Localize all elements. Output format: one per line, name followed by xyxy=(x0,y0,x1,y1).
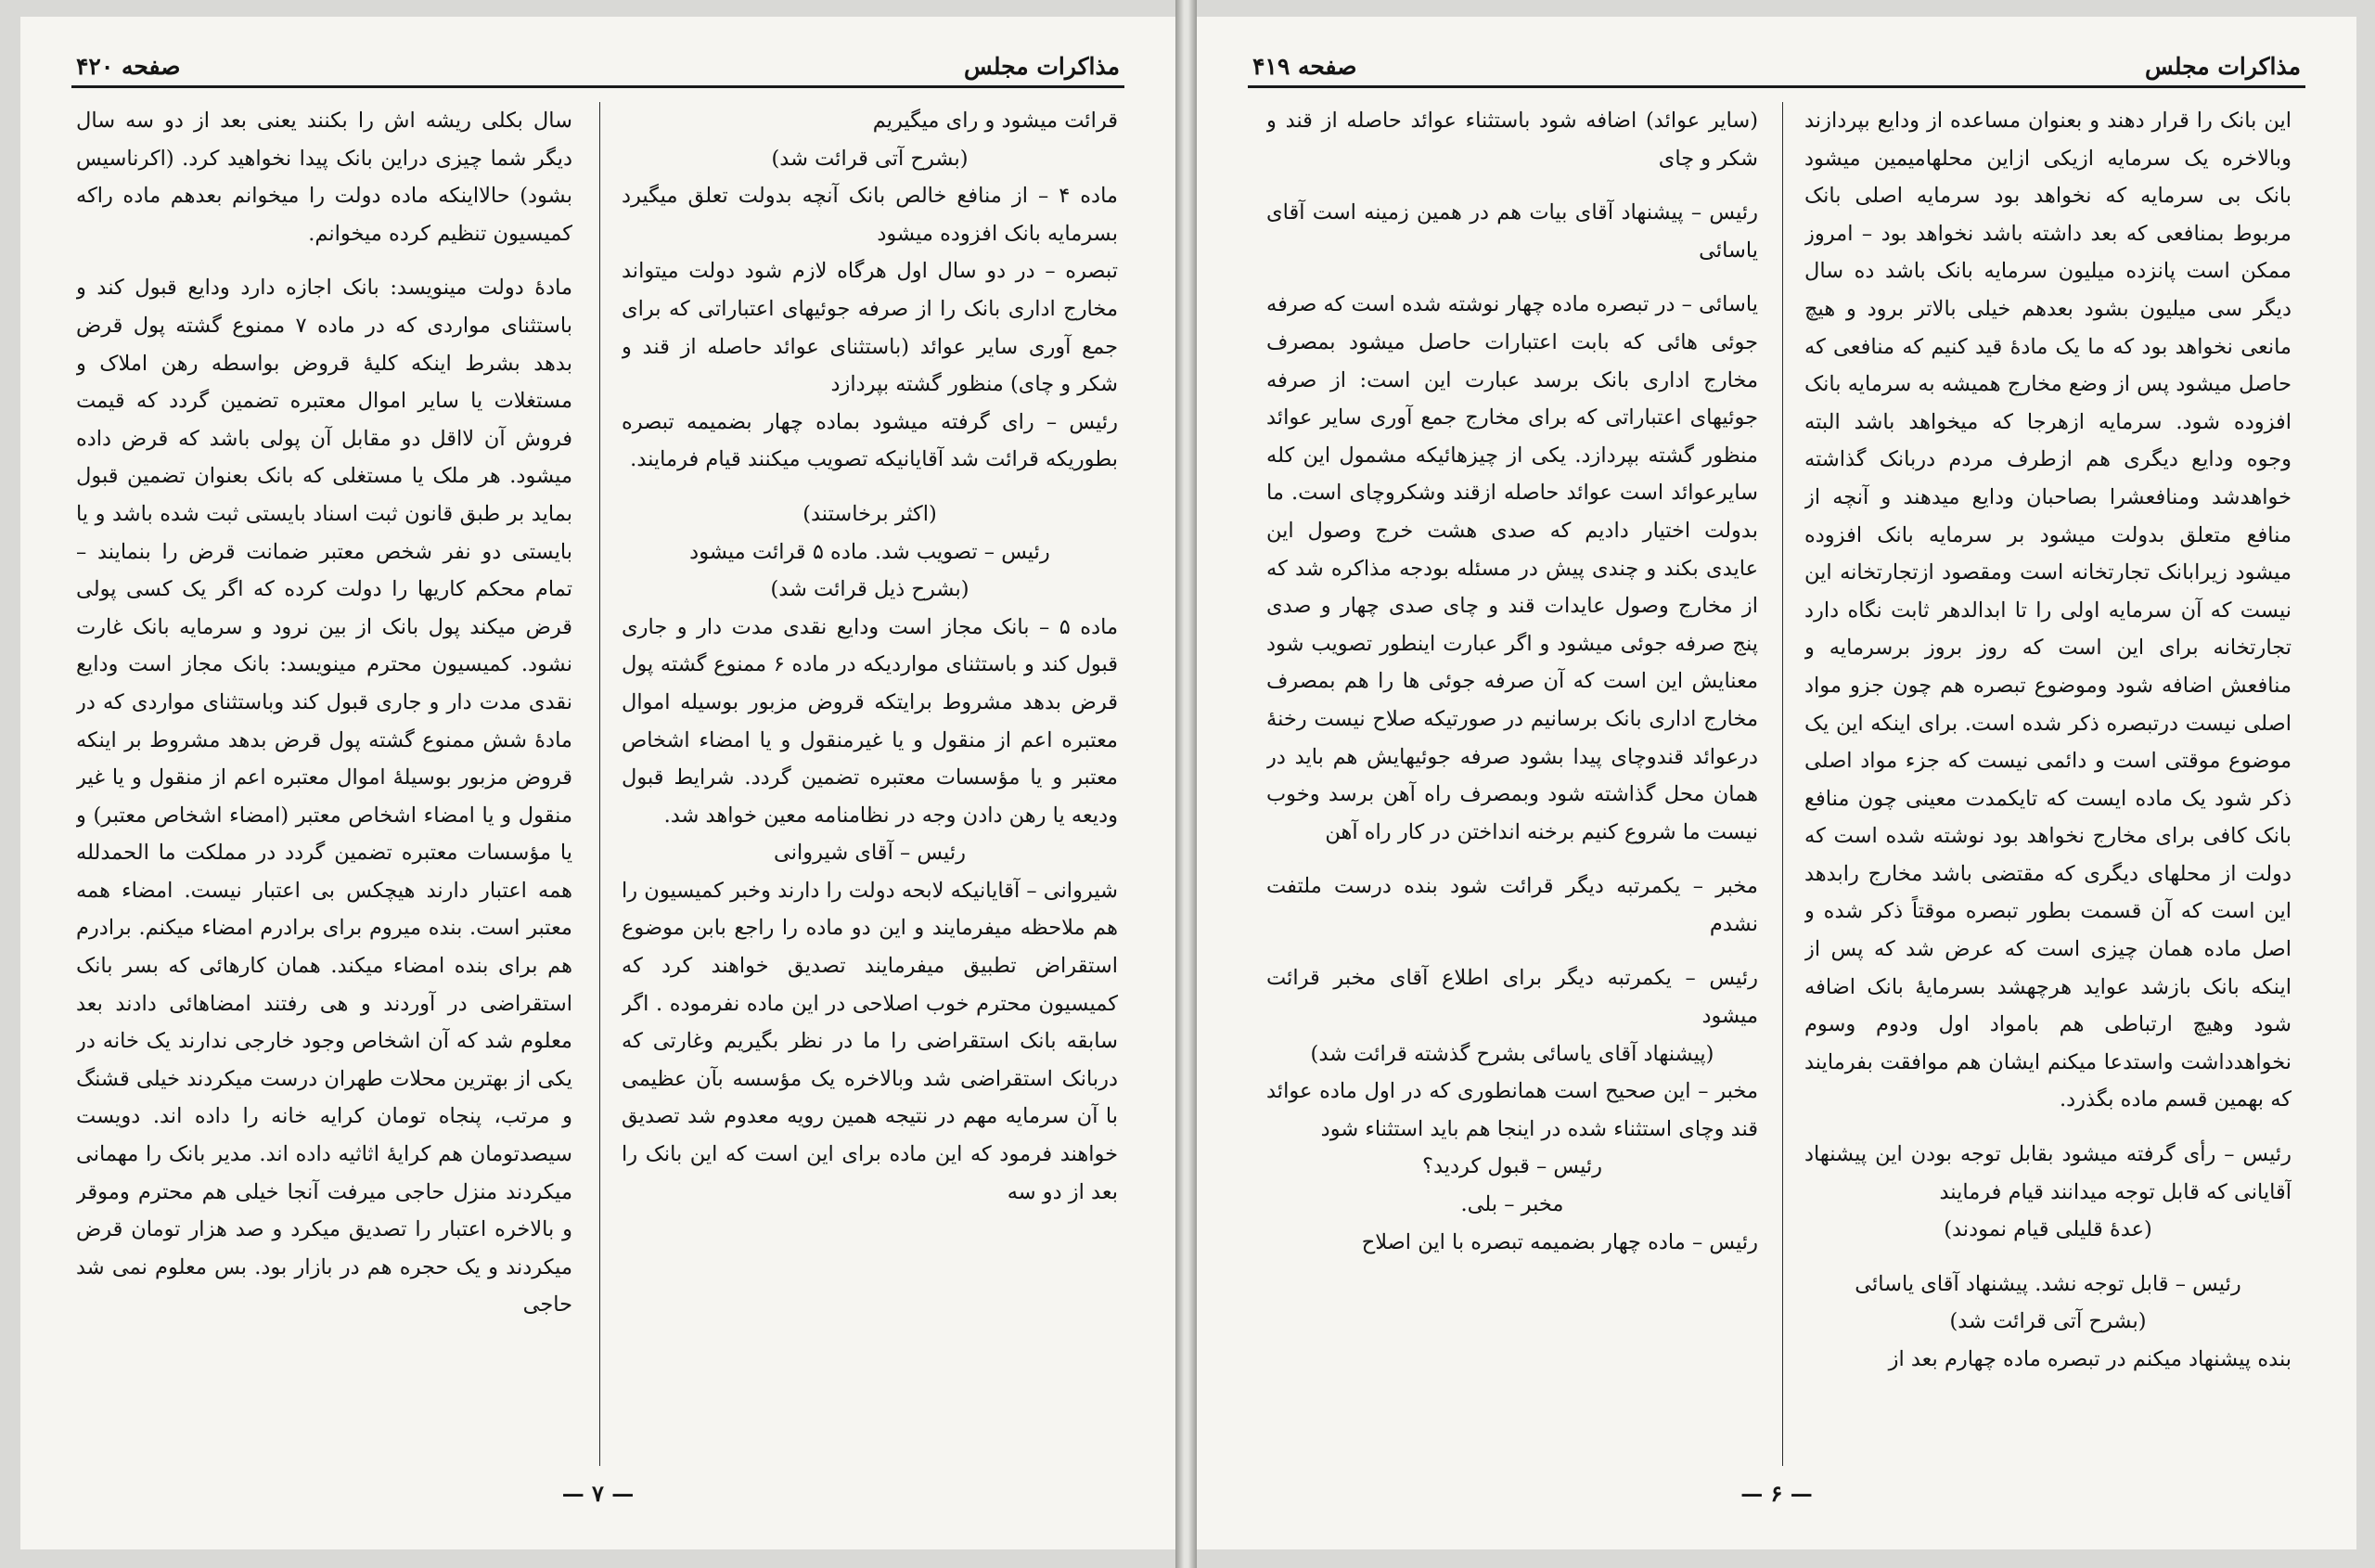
speaker-paragraph: رئیس – قابل توجه نشد. پیشنهاد آقای یاسائی xyxy=(1855,1271,2241,1296)
header-rule xyxy=(71,85,1124,88)
running-title: مذاکرات مجلس xyxy=(963,53,1120,80)
page-header xyxy=(76,37,1120,80)
speaker-paragraph: مخبر – بلی. xyxy=(1460,1192,1564,1217)
page-number-label: صفحه ۴۲۰ xyxy=(76,53,181,80)
right-page xyxy=(1197,17,2356,1549)
speaker-paragraph: رئیس – آقای شیروانی xyxy=(774,841,966,866)
page-footer: — ۶ — xyxy=(1740,1480,1813,1507)
text-column-left xyxy=(1266,102,1758,1466)
text-column-right xyxy=(1804,102,2292,1466)
speaker-paragraph: رئیس – رأی گرفته میشود بقابل توجه بودن این پیشنهاد آقایانی که قابل توجه میدانند قیام فرمایند xyxy=(1804,1142,2292,1204)
speaker-paragraph: رئیس – رای گرفته میشود بماده چهار بضمیمه تبصره بطوریکه قرائت شد آقایانیکه تصویب میکنند قیام فرمایند. xyxy=(622,409,1118,472)
book-gutter xyxy=(1175,0,1197,1568)
text-column-left xyxy=(76,102,572,1466)
article-text: ماده ۵ – بانک مجاز است ودایع نقدی مدت دار و جاری قبول کند و باستثنای مواردیکه در ماده ۶ ممنوع گشته پول قرض بدهد مشروط برایتکه قروض مزبور بوسیله اموال معتبره اعم از منقول و یا غیرمنقول و یا امضاء اشخاص معتبر و یا مؤسسات معتبره تضمین گردد. شرایط قبول ودیعه یا رهن دادن وجه در نظامنامه معین خواهد شد. xyxy=(622,614,1118,828)
speaker-paragraph: رئیس – قبول کردید؟ xyxy=(1422,1154,1602,1179)
stage-direction: (عدهٔ قلیلی قیام نمودند) xyxy=(1944,1217,2152,1242)
column-divider xyxy=(1782,102,1783,1466)
paragraph: (سایر عوائد) اضافه شود باستثناء عوائد حاصله از قند و شکر و چای xyxy=(1266,109,1758,171)
speaker-paragraph: مخبر – یکمرتبه دیگر قرائت شود بنده درست ملتفت نشدم xyxy=(1266,874,1758,936)
paragraph: قرائت میشود و رای میگیریم xyxy=(872,109,1118,133)
column-divider xyxy=(599,102,600,1466)
speaker-paragraph: رئیس – پیشنهاد آقای بیات هم در همین زمینه است آقای یاسائی xyxy=(1266,200,1758,263)
speaker-paragraph: رئیس – یکمرتبه دیگر برای اطلاع آقای مخبر قرائت میشود xyxy=(1266,966,1758,1029)
text-column-right xyxy=(622,102,1118,1466)
header-rule xyxy=(1248,85,2305,88)
stage-direction: (بشرح آتی قرائت شد) xyxy=(1949,1309,2147,1334)
running-title: مذاکرات مجلس xyxy=(2144,53,2301,80)
stage-direction: (اکثر برخاستند) xyxy=(802,501,937,526)
note-text: تبصره – در دو سال اول هرگاه لازم شود دولت میتواند مخارج اداری بانک را از صرفه جوئیهای اعتباراتی که برای جمع آوری سایر عوائد (باستثنای عوائد حاصله از قند و شکر و چای) منظور گشته بپردازد xyxy=(622,259,1118,397)
stage-direction: (بشرح آتی قرائت شد) xyxy=(771,146,969,171)
page-header xyxy=(1252,37,2301,80)
speaker-paragraph: رئیس – ماده چهار بضمیمه تبصره با این اصلاح xyxy=(1361,1229,1758,1254)
speaker-paragraph: رئیس – تصویب شد. ماده ۵ قرائت میشود xyxy=(689,539,1050,564)
page-number-label: صفحه ۴۱۹ xyxy=(1252,53,1357,80)
paragraph: سال بکلی ریشه اش را بکنند یعنی بعد از دو سه سال دیگر شما چیزی دراین بانک پیدا نخواهید کرد. (اکرناسیس بشود) حالااینکه ماده دولت را میخوانم بعدهم ماده راکه کمیسیون تنظیم کرده میخوانم. xyxy=(76,109,572,246)
page-footer: — ۷ — xyxy=(561,1480,635,1507)
paragraph: این بانک را قرار دهند و بعنوان مساعده از ودایع بپردازند وبالاخره یک سرمایه ازیکی ازاین محلهامیمین میشود بانک بی سرمایه که نخواهد بود سرمایه اصلی بانک مربوط بمنافعی که بعد داشته باشد نخواهد بود – امروز ممکن است پانزده میلیون سرمایه بانک باشد ده سال دیگر سی میلیون بشود بعدهم خیلی بالاتر برود و هیچ مانعی نخواهد بود که ما یک مادهٔ قید کنیم که منافعی که حاصل میشود پس از وضع مخارج همیشه به سرمایه بانک افزوده شود. سرمایه ازهرجا که میخواهد باشد البته وجوه ودایع دیگری هم ازطرف مردم دربانک گذاشته خواهدشد ومنافعشرا بصاحبان ودایع میدهند و آنچه از منافع متعلق بدولت میشود بر سرمایه بانک افزوده میشود زیرابانک تجارتخانه است ومقصود ازتجارتخانه این نیست که آن سرمایه اولی را تا ابدالدهر ثابت نگاه دارد تجارتخانه برای این است که روز بروز برسرمایه و منافعش اضافه شود وموضوع تبصره هم چون جزو مواد اصلی نیست درتبصره ذکر شده است. برای اینکه این یک موضوع موقتی است و دائمی نیست که جزء مواد اصلی ذکر شود یک ماده ایست که تایکمدت معینی چون منافع بانک کافی برای مخارج نخواهد بود نوشته شده است که دولت از محلهای دیگری که مقتضی باشد مخارج رابدهد این است که آن قسمت بطور تبصره موقتاً ذکر شده و اصل ماده همان چیزی است که عرض شد که پس از اینکه بانک بازشد عواید هرچهشد بسرمایهٔ بانک اضافه شود وهیچ ارتباطی هم بامواد اول ودوم وسوم نخواهدداشت واستدعا میکنم ایشان هم موافقت بفرمایند که بهمین قسم ماده بگذرد. xyxy=(1804,109,2292,1112)
speaker-paragraph: شیروانی – آقایانیکه لابحه دولت را دارند وخبر کمیسیون را هم ملاحظه میفرمایند و این دو ماده را راجع بابن موضوع استقراض تطبیق میفرمایند تصدیق خواهند کرد که کمیسیون محترم خوب اصلاحی در این ماده نفرموده . اگر سابقه بانک استقراضی را ما در نظر بگیریم وغارتی که دربانک استقراضی شد وبالاخره یک مؤسسه بآن عظیمی با آن سرمایه مهم در نتیجه همین رویه معدوم شد تصدیق خواهند فرمود که این ماده برای این است که این بانک را بعد از دو سه xyxy=(622,878,1118,1204)
speaker-paragraph: یاسائی – در تبصره ماده چهار نوشته شده است که صرفه جوئی هائی که بابت اعتبارات حاصل میشود بمصرف مخارج اداری بانک برسد عبارت این است: از صرفه جوئیهای اعتباراتی که برای مخارج جمع آوری سایر عوائد منظور گشته بپردازد. یکی از چیزهائیکه مشمول این کله سایرعوائد است عوائد حاصله ازقند وشکروچای است. ما بدولت اختیار دادیم که صدی هشت خرج وصول این عایدی بکند و چندی پیش در مسئله بودجه مذاکره شد که از مخارج وصول عایدات قند و چای صدی چهار و صدی پنج صرفه جوئی میشود و اگر عبارت اینطور تصویب شود معنایش این است که آن صرفه جوئی ها را هم بمصرف مخارج اداری بانک برسانیم در صورتیکه صلاح نیست رخنهٔ درعوائد قندوچای پیدا بشود صرفه جوئیهایش هم باید در همان محل گذاشته شود وبمصرف راه آهن برسد وخوب نیست ما شروع کنیم برخنه انداختن در کار راه آهن xyxy=(1266,292,1758,844)
article-text: ماده ۴ – از منافع خالص بانک آنچه بدولت تعلق میگیرد بسرمایه بانک افزوده میشود xyxy=(622,184,1118,246)
speaker-paragraph: مخبر – این صحیح است همانطوری که در اول ماده عوائد قند وچای استثناء شده در اینجا هم باید استثناء شود xyxy=(1266,1079,1758,1141)
stage-direction: (پیشنهاد آقای یاسائی بشرح گذشته قرائت شد) xyxy=(1310,1041,1714,1066)
left-page xyxy=(20,17,1175,1549)
paragraph: مادهٔ دولت مینویسد: بانک اجازه دارد ودایع قبول کند و باستثنای مواردی که در ماده ۷ ممنوع گشته پول قرض بدهد بشرط اینکه کلیهٔ قروض بواسطه رهن املاک و مستغلات یا سایر اموال معتبره تضمین گردد که قیمت فروش آن لااقل دو مقابل آن پولی باشد که قرض داده میشود. هر ملک یا مستغلی که بانک بعنوان تضمین قبول بماید بر طبق قانون ثبت اسناد بایستی ثبت شده باشد و یا بایستی دو نفر شخص معتبر ضمانت قرض را بنمایند – تمام محکم کاریها را دولت کرده که اگر یک کسی پولی قرض میکند پول بانک از بین نرود و سرمایه بانک غارت نشود. کمیسیون محترم مینویسد: بانک مجاز است ودایع نقدی مدت دار و جاری قبول کند وباستثنای مواردی که در مادهٔ شش ممنوع گشته پول قرض بدهد مشروط بر اینکه قروض مزبور بوسیلهٔ اموال معتبره اعم از منقول و یا غیر منقول و یا امضاء اشخاص معتبر (امضاء اشخاص معتبر) و یا مؤسسات معتبره تضمین گردد در مملکت ما الحمدلله همه اعتبار دارند هیچکس بی اعتبار نیست. امضاء همه معتبر است. بنده میروم برای برادرم امضاء میکنم. برادرم هم برای بنده امضاء میکند. همان کارهائی که بسر بانک استقراضی در آوردند و هی رفتند امضاهائی دادند بعد معلوم شد که آن اشخاص وجود خارجی ندارند یک خانه در یکی از بهترین محلات طهران درست میکردند خیلی قشنگ و مرتب، پنجاه تومان کرایه خانه را داده اند. دویست سیصدتومان هم کرایهٔ اثاثیه داده اند. مدیر بانک را مهمانی میکردند منزل حاجی میرفت آنجا خیلی هم محترم وموقر و بالاخره اعتبار را تصدیق میکرد و صد هزار تومان قرض میکردند و یک حجره هم در بازار بود. بس معلوم نمی شد حاجی xyxy=(76,276,572,1317)
paragraph: بنده پیشنهاد میکنم در تبصره ماده چهارم بعد از xyxy=(1888,1347,2292,1371)
stage-direction: (بشرح ذیل قرائت شد) xyxy=(770,577,969,602)
